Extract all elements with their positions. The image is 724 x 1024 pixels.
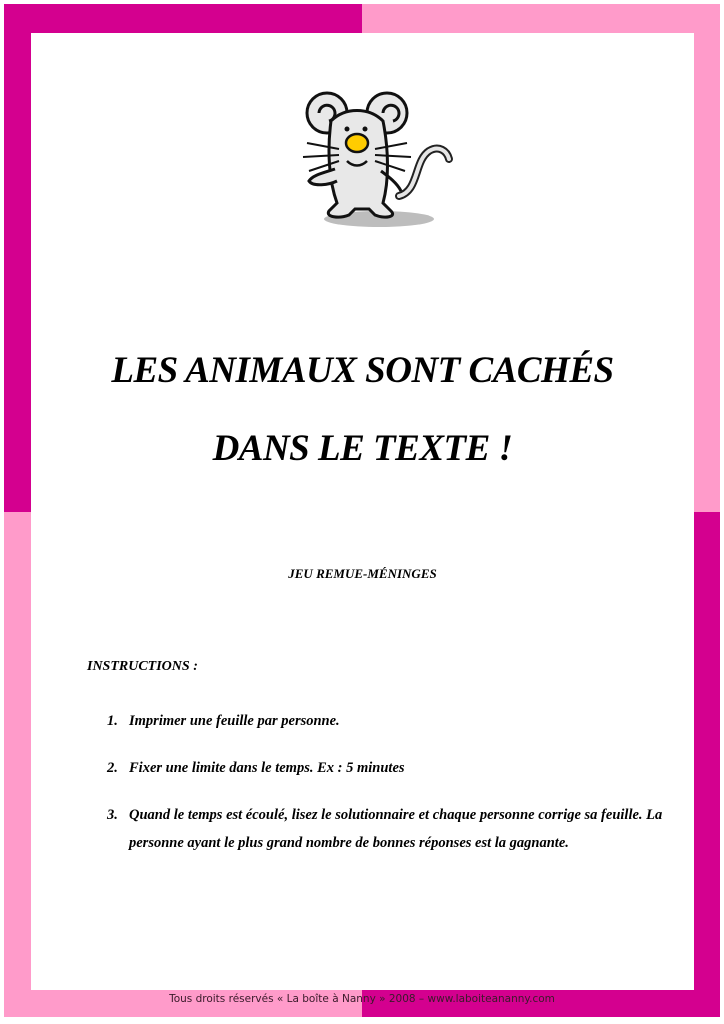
- instruction-item: [107, 707, 667, 735]
- title-line-2: DANS LE TEXTE !: [212, 428, 513, 469]
- frame-right-top: [694, 33, 720, 512]
- page: [31, 33, 694, 990]
- instruction-text: Quand le temps est écoulé, lisez le solutionnaire et chaque personne corrige sa feuille. La personne ayant le plus grand nombre de bonnes réponses est la gagnante.: [129, 807, 663, 851]
- instructions-heading: INSTRUCTIONS :: [87, 659, 198, 674]
- frame-left-bottom: [4, 512, 31, 990]
- title-line-1: LES ANIMAUX SONT CACHÉS: [111, 350, 614, 391]
- instruction-number: 1.: [107, 713, 118, 729]
- instruction-item: [107, 754, 667, 782]
- instruction-number: 2.: [107, 760, 118, 776]
- cartoon-mouse-icon: [289, 91, 459, 231]
- frame-left-top: [4, 33, 31, 512]
- frame-top-left: [4, 4, 362, 33]
- instruction-number: 3.: [107, 807, 118, 823]
- subtitle: JEU REMUE-MÉNINGES: [288, 566, 437, 581]
- frame-top-right: [362, 4, 720, 33]
- footer-copyright: Tous droits réservés « La boîte à Nanny » 2008 – www.laboiteananny.com: [169, 993, 555, 1005]
- instruction-text: Imprimer une feuille par personne.: [129, 713, 340, 729]
- instruction-text: Fixer une limite dans le temps. Ex : 5 minutes: [129, 760, 405, 776]
- frame-right-bottom: [694, 512, 720, 990]
- instruction-item: [107, 801, 667, 857]
- instructions-list: [107, 707, 667, 876]
